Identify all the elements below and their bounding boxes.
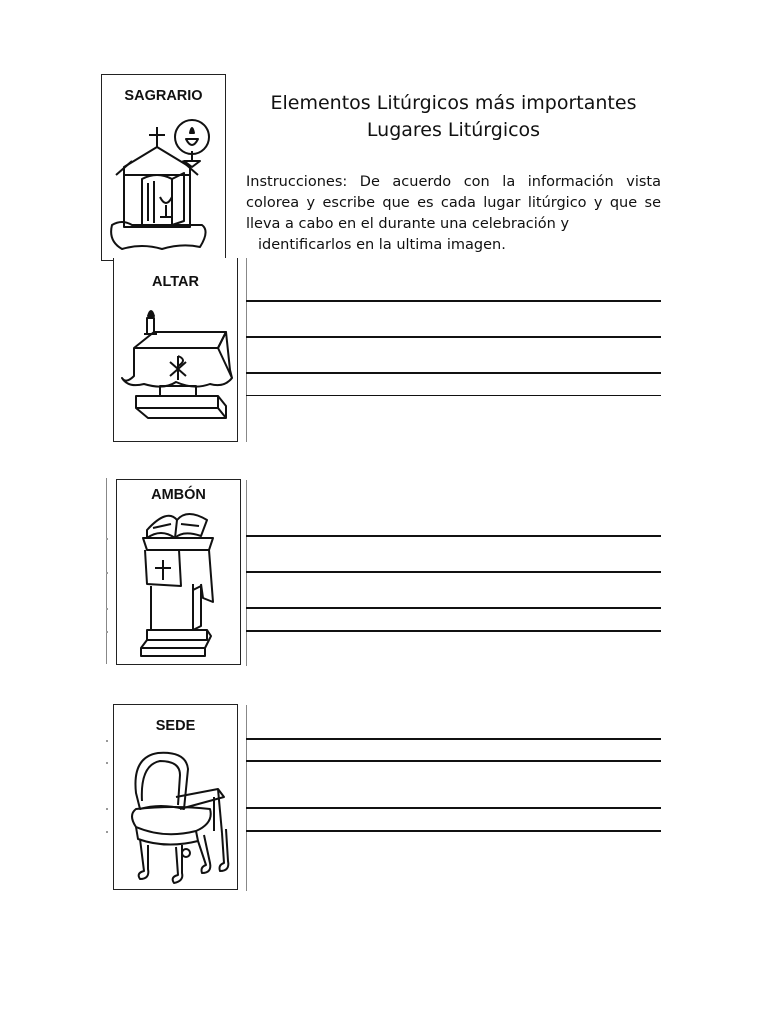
margin-dot <box>106 631 108 633</box>
answer-line[interactable] <box>246 738 661 740</box>
page-title-line1: Elementos Litúrgicos más importantes <box>270 92 637 114</box>
chair-icon <box>114 705 239 891</box>
answer-line[interactable] <box>246 372 661 374</box>
card-altar <box>113 258 238 442</box>
answer-line[interactable] <box>246 336 661 338</box>
answer-line[interactable] <box>246 807 661 809</box>
card-ambon <box>116 479 241 665</box>
answer-line[interactable] <box>246 395 661 396</box>
answer-line[interactable] <box>246 607 661 609</box>
margin-dot <box>106 762 108 764</box>
instructions-text: Instrucciones: De acuerdo con la información vista colorea y escribe que es cada lugar litúrgico y que se lleva a cabo en el durante una celebración y <box>246 174 661 232</box>
card-label-sede: SEDE <box>155 718 196 734</box>
ambo-icon <box>117 480 242 666</box>
card-label-ambon: AMBÓN <box>151 487 206 503</box>
margin-dot <box>106 808 108 810</box>
answer-line[interactable] <box>246 535 661 537</box>
margin-dot <box>106 608 108 610</box>
instructions-last-line: identificarlos en la ultima imagen. <box>258 237 506 253</box>
altar-icon <box>114 258 239 442</box>
margin-dot <box>106 740 108 742</box>
margin-line <box>106 478 107 664</box>
answer-line[interactable] <box>246 300 661 302</box>
margin-line <box>246 480 247 666</box>
answer-line[interactable] <box>246 571 661 573</box>
margin-dot <box>106 831 108 833</box>
instructions <box>246 172 661 256</box>
card-sede <box>113 704 238 890</box>
margin-line <box>246 258 247 442</box>
answer-line[interactable] <box>246 830 661 832</box>
answer-line[interactable] <box>246 630 661 632</box>
answer-line[interactable] <box>246 760 661 762</box>
page-title-line2: Lugares Litúrgicos <box>366 119 541 141</box>
margin-line <box>246 705 247 891</box>
margin-dot <box>106 572 108 574</box>
tabernacle-icon <box>102 75 227 262</box>
card-label-altar: ALTAR <box>152 274 199 290</box>
card-label-sagrario: SAGRARIO <box>124 88 203 104</box>
margin-dot <box>106 538 108 540</box>
card-sagrario <box>101 74 226 261</box>
